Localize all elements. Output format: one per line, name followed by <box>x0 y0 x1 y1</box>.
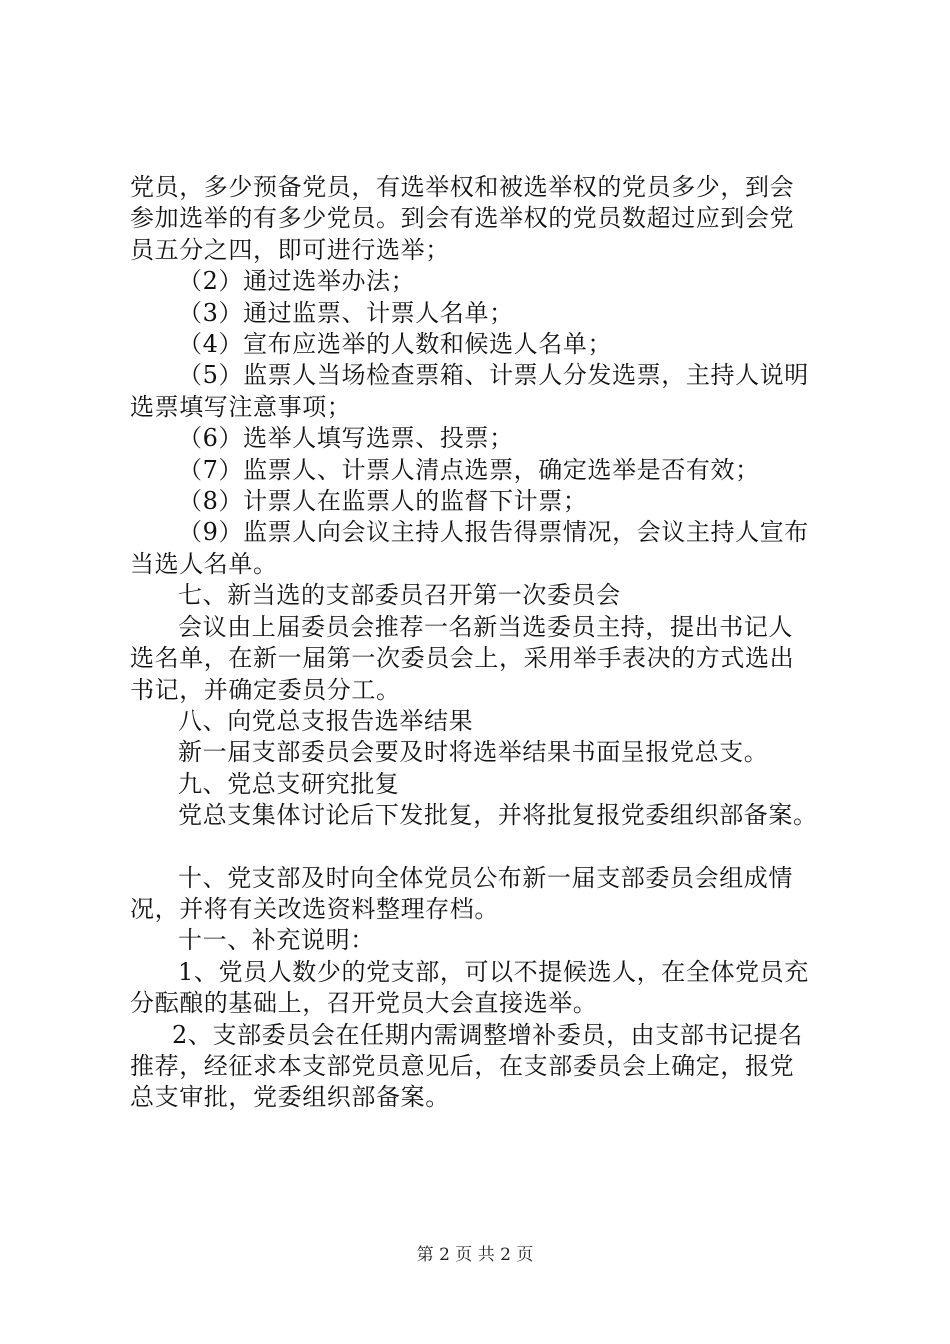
document-body <box>130 172 840 1114</box>
section-heading: 七、新当选的支部委员召开第一次委员会 <box>178 581 621 610</box>
text-line: 选名单，在新一届第一次委员会上，采用举手表决的方式选出 <box>130 644 795 673</box>
list-item: （3）通过监票、计票人名单； <box>178 298 514 327</box>
text-line: 党员，多少预备党员，有选举权和被选举权的党员多少，到会 <box>130 173 795 201</box>
text-line: 党总支集体讨论后下发批复，并将批复报党委组织部备案。 <box>178 801 818 830</box>
text-line: 分酝酿的基础上，召开党员大会直接选举。 <box>130 989 598 1018</box>
list-item: 1、党员人数少的党支部，可以不提候选人，在全体党员充 <box>178 957 809 986</box>
section-heading: 十一、补充说明： <box>178 926 375 955</box>
page-number: 第 2 页 共 2 页 <box>416 1245 534 1265</box>
text-line: 书记，并确定委员分工。 <box>130 675 401 704</box>
list-item: （4）宣布应选举的人数和候选人名单； <box>178 330 613 359</box>
text-line: 新一届支部委员会要及时将选举结果书面呈报党总支。 <box>178 738 769 767</box>
text-line: 当选人名单。 <box>130 549 278 578</box>
text-line: 况，并将有关改选资料整理存档。 <box>130 894 499 923</box>
list-item: 2、支部委员会在任期内需调整增补委员，由支部书记提名 <box>172 1020 803 1049</box>
text-line: 推荐，经征求本支部党员意见后，在支部委员会上确定，报党 <box>130 1051 795 1080</box>
blank-line <box>130 832 840 863</box>
list-item: （8）计票人在监票人的监督下计票； <box>178 487 588 516</box>
text-line: 会议由上届委员会推荐一名新当选委员主持，提出书记人 <box>178 612 793 641</box>
section-heading: 八、向党总支报告选举结果 <box>178 706 474 735</box>
list-item: （9）监票人向会议主持人报告得票情况，会议主持人宣布 <box>178 518 809 547</box>
text-line: 选票填写注意事项； <box>130 392 352 421</box>
text-line: 总支审批，党委组织部备案。 <box>130 1083 450 1112</box>
section-heading: 九、党总支研究批复 <box>178 769 400 798</box>
section-heading: 十、党支部及时向全体党员公布新一届支部委员会组成情 <box>178 863 793 892</box>
text-line: 员五分之四，即可进行选举； <box>130 235 450 264</box>
text-line: 参加选举的有多少党员。到会有选举权的党员数超过应到会党 <box>130 204 795 233</box>
list-item: （5）监票人当场检查票箱、计票人分发选票，主持人说明 <box>178 361 809 390</box>
page-footer <box>0 1244 950 1266</box>
list-item: （6）选举人填写选票、投票； <box>178 424 514 453</box>
list-item: （2）通过选举办法； <box>178 267 416 296</box>
list-item: （7）监票人、计票人清点选票，确定选举是否有效； <box>178 455 760 484</box>
